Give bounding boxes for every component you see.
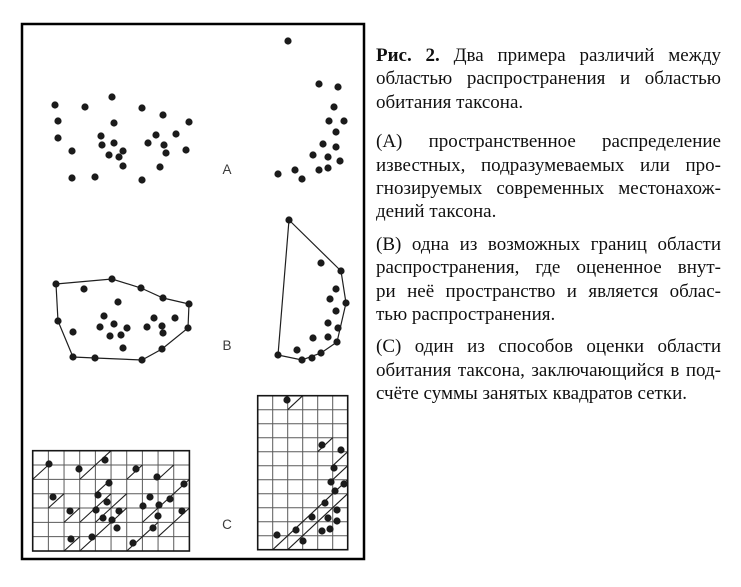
data-point [274, 351, 281, 358]
data-point [291, 166, 298, 173]
data-point [51, 101, 58, 108]
caption-line: (А) пространственное распределение [376, 131, 721, 153]
caption-line: распространения, где оцененное внут- [376, 257, 721, 279]
data-point [108, 93, 115, 100]
caption-line: обитания таксона, заключающийся в под- [376, 359, 721, 381]
data-point [160, 141, 167, 148]
caption-line: ри неё пространство и является облас- [376, 280, 721, 302]
data-point [113, 524, 120, 531]
data-point [337, 446, 344, 453]
data-point [88, 533, 95, 540]
caption-paragraph-b [376, 233, 721, 327]
data-point [324, 333, 331, 340]
data-point [101, 456, 108, 463]
occupied-cell-slash [333, 494, 348, 508]
data-point [138, 356, 145, 363]
data-point [317, 259, 324, 266]
occupied-cell-slash [33, 465, 49, 479]
data-point [115, 153, 122, 160]
data-point [103, 498, 110, 505]
data-point [327, 478, 334, 485]
caption-paragraph-c [376, 335, 721, 405]
data-point [333, 506, 340, 513]
data-point [114, 298, 121, 305]
data-point [298, 175, 305, 182]
data-point [185, 118, 192, 125]
data-point [80, 285, 87, 292]
data-point [332, 128, 339, 135]
data-point [156, 163, 163, 170]
data-point [334, 324, 341, 331]
data-point [97, 132, 104, 139]
figure-number-label: Рис. 2. [376, 45, 440, 66]
caption-line: тью распространения. [376, 304, 556, 326]
data-point [117, 331, 124, 338]
occupancy-grid-2 [258, 396, 348, 550]
data-point [308, 354, 315, 361]
data-point [110, 320, 117, 327]
caption-line: (В) одна из возможных границ области [376, 233, 721, 255]
data-point [75, 465, 82, 472]
caption-text: Два примера различий между [453, 45, 722, 66]
data-point [159, 329, 166, 336]
caption-title [376, 44, 721, 114]
data-point [184, 324, 191, 331]
data-point [330, 103, 337, 110]
data-point [54, 134, 61, 141]
data-point [285, 216, 292, 223]
data-point [155, 501, 162, 508]
data-point [333, 517, 340, 524]
data-point [119, 162, 126, 169]
data-point [146, 493, 153, 500]
data-point [110, 119, 117, 126]
data-point [67, 535, 74, 542]
data-point [326, 295, 333, 302]
data-point [158, 322, 165, 329]
data-point [298, 356, 305, 363]
data-point [92, 506, 99, 513]
data-point [284, 37, 291, 44]
data-point [54, 117, 61, 124]
data-point [91, 354, 98, 361]
data-point [158, 345, 165, 352]
data-point [69, 353, 76, 360]
data-point [273, 531, 280, 538]
caption-line: (С) один из способов оценки области [376, 336, 721, 358]
data-point [317, 349, 324, 356]
data-point [144, 139, 151, 146]
data-point [308, 513, 315, 520]
data-point [99, 514, 106, 521]
figure-border [22, 24, 364, 559]
panel-b-label: B [222, 338, 232, 353]
data-point [315, 80, 322, 87]
data-point [342, 299, 349, 306]
data-point [108, 516, 115, 523]
data-point [309, 151, 316, 158]
caption-line: обитания таксона. [376, 91, 524, 113]
caption-line: гнозируемых современных местонахож- [376, 178, 721, 200]
occupied-cell-slash [158, 522, 174, 536]
data-point [94, 491, 101, 498]
occupied-cell-slash [95, 522, 111, 536]
data-point [172, 130, 179, 137]
panel-a-occurrences [51, 37, 347, 183]
data-point [340, 480, 347, 487]
panel-c-label: C [222, 517, 232, 532]
data-point [132, 465, 139, 472]
data-point [66, 507, 73, 514]
data-point [139, 502, 146, 509]
data-point [330, 464, 337, 471]
data-point [334, 83, 341, 90]
data-point [324, 514, 331, 521]
data-point [153, 473, 160, 480]
data-point [324, 153, 331, 160]
data-point [324, 319, 331, 326]
caption-line [376, 44, 721, 67]
data-point [68, 174, 75, 181]
data-point [166, 495, 173, 502]
data-point [274, 170, 281, 177]
data-point [138, 104, 145, 111]
data-point [68, 147, 75, 154]
data-point [119, 147, 126, 154]
caption-line: известных, подразумеваемых или про- [376, 154, 721, 176]
data-point [149, 524, 156, 531]
data-point [178, 507, 185, 514]
data-point [138, 176, 145, 183]
data-point [331, 487, 338, 494]
data-point [110, 139, 117, 146]
data-point [318, 441, 325, 448]
data-point [143, 323, 150, 330]
occupancy-grid-1 [33, 451, 190, 551]
data-point [293, 346, 300, 353]
panel-a-label: A [222, 162, 232, 177]
data-point [81, 103, 88, 110]
data-point [137, 284, 144, 291]
data-point [318, 527, 325, 534]
panel-c-occupancy-grids [33, 396, 348, 551]
data-point [324, 164, 331, 171]
occupied-cell-slash [111, 494, 127, 508]
data-point [326, 525, 333, 532]
data-point [96, 323, 103, 330]
data-point [159, 294, 166, 301]
data-point [180, 480, 187, 487]
data-point [159, 111, 166, 118]
data-point [100, 312, 107, 319]
data-point [119, 344, 126, 351]
data-point [182, 146, 189, 153]
caption-line: дений таксона. [376, 201, 497, 223]
data-point [150, 314, 157, 321]
data-point [115, 507, 122, 514]
data-point [129, 539, 136, 546]
data-point [45, 460, 52, 467]
data-point [154, 512, 161, 519]
data-point [332, 285, 339, 292]
data-point [106, 332, 113, 339]
data-point [321, 499, 328, 506]
data-point [292, 526, 299, 533]
data-point [337, 267, 344, 274]
occupied-cell-slash [288, 396, 303, 410]
figure-caption [376, 44, 721, 415]
data-point [309, 334, 316, 341]
data-point [340, 117, 347, 124]
data-point [332, 143, 339, 150]
data-point [69, 328, 76, 335]
caption-line: счёте суммы занятых квадратов сетки. [376, 383, 688, 405]
data-point [52, 280, 59, 287]
occupied-cell-slash [303, 522, 318, 536]
data-point [162, 149, 169, 156]
data-point [283, 396, 290, 403]
data-point [105, 479, 112, 486]
data-point [123, 324, 130, 331]
data-point [319, 140, 326, 147]
data-point [54, 317, 61, 324]
data-point [98, 141, 105, 148]
data-point [336, 157, 343, 164]
data-point [325, 117, 332, 124]
data-point [105, 151, 112, 158]
caption-line: областью распространения и областью [376, 68, 721, 90]
data-point [152, 131, 159, 138]
data-point [185, 300, 192, 307]
data-point [315, 166, 322, 173]
data-point [333, 338, 340, 345]
data-point [91, 173, 98, 180]
data-point [171, 314, 178, 321]
occupied-cell-slash [333, 452, 348, 466]
data-point [108, 275, 115, 282]
panel-b-range-boundaries [52, 216, 349, 363]
data-point [299, 537, 306, 544]
data-point [49, 493, 56, 500]
caption-paragraph-a [376, 130, 721, 224]
data-point [332, 307, 339, 314]
